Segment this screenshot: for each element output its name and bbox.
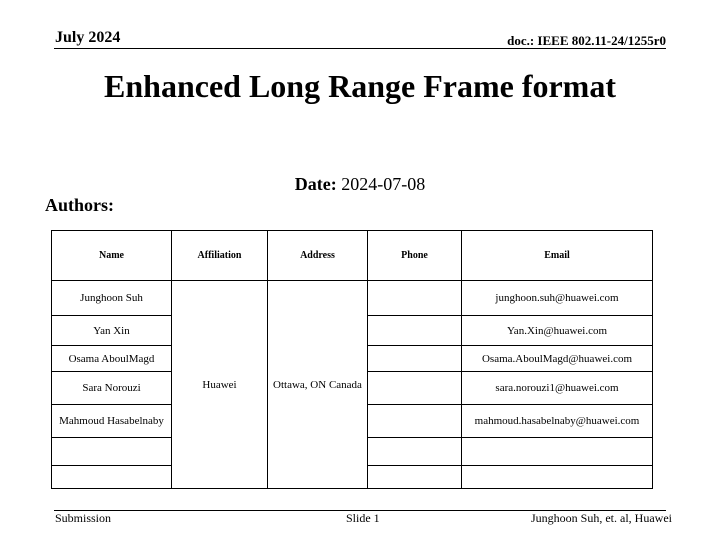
author-email: Yan.Xin@huawei.com	[462, 316, 653, 346]
author-phone	[368, 346, 462, 372]
author-name: Yan Xin	[52, 316, 172, 346]
author-email: junghoon.suh@huawei.com	[462, 281, 653, 316]
author-name	[52, 438, 172, 466]
footer-submission: Submission	[55, 511, 112, 525]
column-header-name: Name	[52, 231, 172, 281]
author-name: Junghoon Suh	[52, 281, 172, 316]
author-email	[462, 438, 653, 466]
authors-heading: Authors:	[45, 195, 115, 215]
table-row	[52, 281, 653, 316]
author-address: Ottawa, ON Canada	[268, 281, 368, 489]
author-phone	[368, 466, 462, 489]
date-value: 2024-07-08	[341, 174, 426, 194]
header-doc-id: doc.: IEEE 802.11-24/1255r0	[507, 33, 666, 48]
date-label: Date:	[294, 174, 337, 194]
author-name: Sara Norouzi	[52, 372, 172, 405]
author-name: Osama AboulMagd	[52, 346, 172, 372]
author-name	[52, 466, 172, 489]
author-phone	[368, 438, 462, 466]
column-header-email: Email	[462, 231, 653, 281]
table-header-row	[52, 231, 653, 281]
author-email: sara.norouzi1@huawei.com	[462, 372, 653, 405]
author-phone	[368, 405, 462, 438]
author-email: Osama.AboulMagd@huawei.com	[462, 346, 653, 372]
author-name: Mahmoud Hasabelnaby	[52, 405, 172, 438]
header-divider	[54, 48, 666, 49]
date-line	[0, 174, 720, 195]
column-header-address: Address	[268, 231, 368, 281]
author-phone	[368, 316, 462, 346]
author-email: mahmoud.hasabelnaby@huawei.com	[462, 405, 653, 438]
author-phone	[368, 281, 462, 316]
column-header-affiliation: Affiliation	[172, 231, 268, 281]
authors-table	[51, 230, 653, 489]
author-email	[462, 466, 653, 489]
author-affiliation: Huawei	[172, 281, 268, 489]
author-phone	[368, 372, 462, 405]
footer-slide-number: Slide 1	[346, 511, 380, 525]
header-date: July 2024	[55, 29, 121, 46]
footer-authors: Junghoon Suh, et. al, Huawei	[531, 511, 672, 525]
slide-title: Enhanced Long Range Frame format	[104, 68, 616, 104]
column-header-phone: Phone	[368, 231, 462, 281]
